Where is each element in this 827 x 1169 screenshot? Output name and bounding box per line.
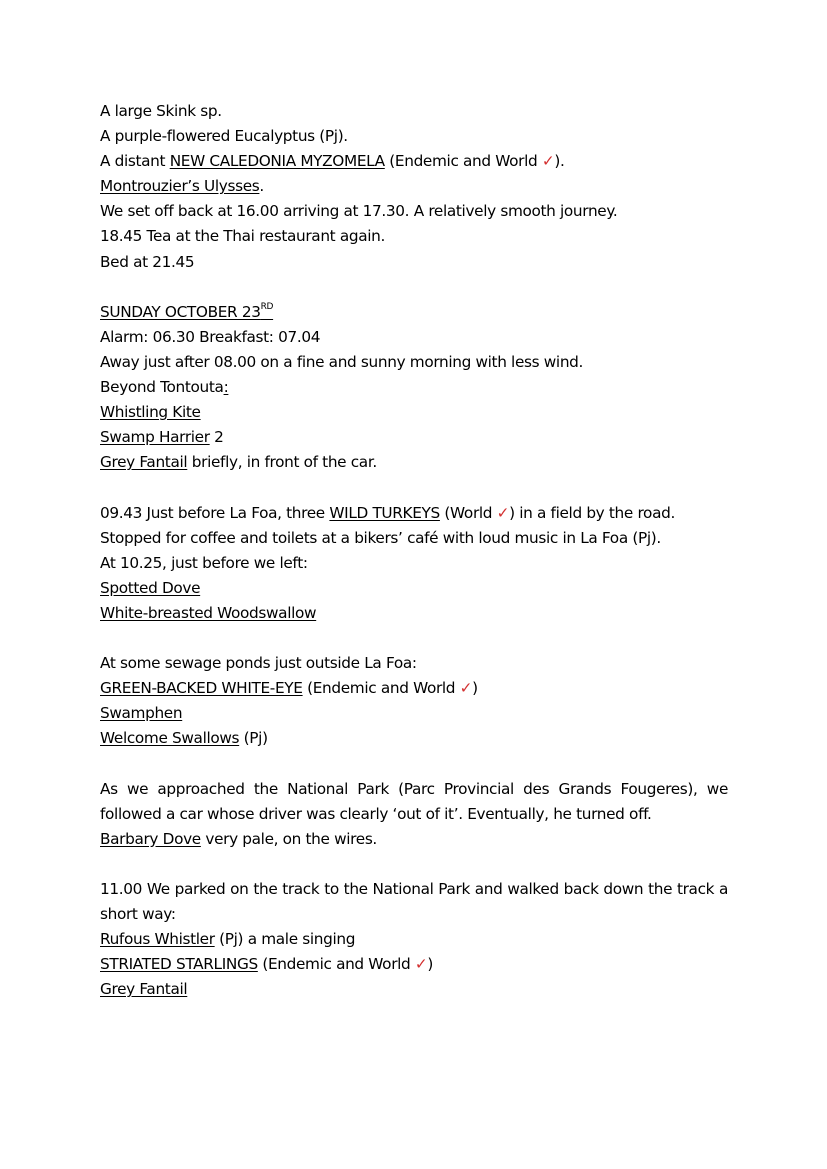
text-line: Rufous Whistler (Pj) a male singing bbox=[100, 930, 356, 949]
species-name: Rufous Whistler bbox=[100, 930, 215, 949]
text-line bbox=[100, 400, 728, 425]
species-name: Whistling Kite bbox=[100, 403, 201, 422]
text-paragraph: As we approached the National Park (Parc Provincial des Grands Fougeres), we followed a car whose driver was clearly ‘out of it’. Eventually, he turned off. bbox=[100, 779, 728, 823]
text-line: At some sewage ponds just outside La Foa: bbox=[100, 654, 417, 673]
text-line: At 10.25, just before we left: bbox=[100, 553, 308, 572]
species-name: STRIATED STARLINGS bbox=[100, 955, 258, 974]
text-line: Beyond Tontouta: bbox=[100, 378, 229, 397]
text-line bbox=[100, 576, 728, 601]
species-name: Swamp Harrier bbox=[100, 428, 210, 447]
text-line bbox=[100, 977, 728, 1002]
spacer bbox=[100, 275, 728, 300]
document-page bbox=[100, 99, 728, 1002]
species-name: Swamphen bbox=[100, 704, 183, 723]
species-name: Grey Fantail bbox=[100, 980, 188, 999]
spacer bbox=[100, 852, 728, 877]
text-line: Bed at 21.45 bbox=[100, 252, 195, 271]
text-line bbox=[100, 601, 728, 626]
species-name: Spotted Dove bbox=[100, 578, 201, 597]
tick-icon: ✓ bbox=[496, 503, 510, 522]
spacer bbox=[100, 751, 728, 776]
species-name: Barbary Dove bbox=[100, 829, 201, 848]
text-line: Grey Fantail briefly, in front of the car. bbox=[100, 453, 377, 472]
spacer bbox=[100, 475, 728, 500]
eucalyptus-note: A purple-flowered Eucalyptus (Pj). bbox=[100, 127, 348, 146]
text-paragraph: 09.43 Just before La Foa, three WILD TURKEYS (World ✓) in a field by the road. bbox=[100, 503, 675, 522]
text-line: Welcome Swallows (Pj) bbox=[100, 729, 268, 748]
text-line: Away just after 08.00 on a fine and sunny morning with less wind. bbox=[100, 352, 584, 371]
text-line: GREEN-BACKED WHITE-EYE (Endemic and World ✓) bbox=[100, 679, 478, 698]
spacer bbox=[100, 626, 728, 651]
tick-icon: ✓ bbox=[414, 955, 428, 974]
text-line: STRIATED STARLINGS (Endemic and World ✓) bbox=[100, 955, 433, 974]
species-name: Welcome Swallows bbox=[100, 729, 240, 748]
skink-note: A large Skink sp. bbox=[100, 102, 222, 120]
text-line: 18.45 Tea at the Thai restaurant again. bbox=[100, 227, 386, 246]
text-line: A distant NEW CALEDONIA MYZOMELA (Endemic and World ✓). bbox=[100, 152, 565, 171]
tick-icon: ✓ bbox=[541, 152, 555, 171]
text-line: We set off back at 16.00 arriving at 17.30. A relatively smooth journey. bbox=[100, 202, 618, 221]
species-name: WILD TURKEYS bbox=[329, 503, 440, 522]
text-line: Barbary Dove very pale, on the wires. bbox=[100, 829, 377, 848]
text-line: Swamp Harrier 2 bbox=[100, 428, 224, 447]
species-name: GREEN-BACKED WHITE-EYE bbox=[100, 679, 303, 698]
text-paragraph: 11.00 We parked on the track to the National Park and walked back down the track a short way: bbox=[100, 879, 728, 923]
text-line bbox=[100, 124, 728, 149]
text-line: Stopped for coffee and toilets at a bikers’ café with loud music in La Foa (Pj). bbox=[100, 528, 661, 547]
species-name: Montrouzier’s Ulysses bbox=[100, 177, 260, 196]
species-name: White-breasted Woodswallow bbox=[100, 603, 317, 622]
text-line: Alarm: 06.30 Breakfast: 07.04 bbox=[100, 327, 321, 346]
text-line: Montrouzier’s Ulysses. bbox=[100, 177, 264, 196]
tick-icon: ✓ bbox=[459, 679, 473, 698]
text-line bbox=[100, 99, 728, 124]
day-heading: SUNDAY OCTOBER 23RD bbox=[100, 301, 274, 321]
text-line bbox=[100, 701, 728, 726]
species-name: NEW CALEDONIA MYZOMELA bbox=[169, 152, 385, 171]
species-name: Grey Fantail bbox=[100, 453, 188, 472]
